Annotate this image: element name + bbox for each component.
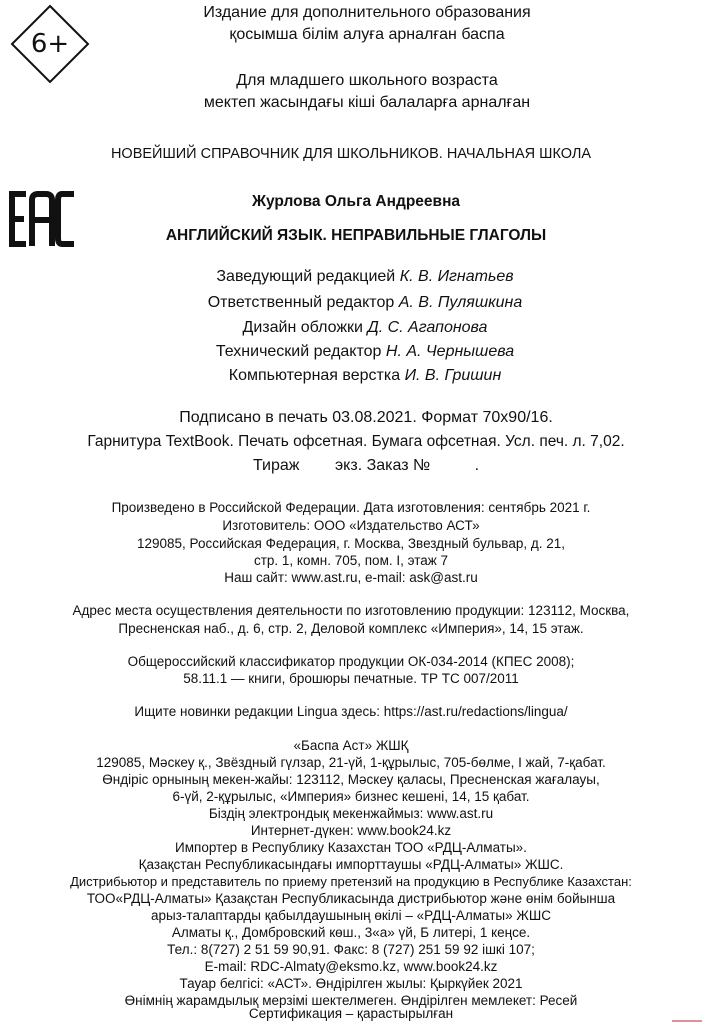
production-line: Изготовитель: ООО «Издательство АСТ» [222, 518, 480, 533]
credit-row [0, 367, 702, 385]
kazakh-line: 6-үй, 2-құрылыс, «Империя» бизнес кешені, 14, 15 қабат. [172, 789, 530, 804]
age-rating-text: 6+ [30, 29, 70, 59]
address-line: Пресненская наб., д. 6, стр. 2, Деловой комплекс «Империя», 14, 15 этаж. [118, 621, 584, 636]
production-line: стр. 1, комн. 705, пом. I, этаж 7 [253, 553, 449, 568]
series-title: НОВЕЙШИЙ СПРАВОЧНИК ДЛЯ ШКОЛЬНИКОВ. НАЧАЛЬНАЯ ШКОЛА [110, 146, 592, 162]
credit-row [0, 343, 702, 361]
intro-line-3: Для младшего школьного возраста [236, 72, 498, 89]
kazakh-line: Біздің электрондық мекенжаймыз: www.ast.ru [208, 806, 494, 821]
credit-row [0, 268, 702, 286]
credit-role: Ответственный редактор [207, 294, 395, 311]
kazakh-line: Өнімнің жарамдылық мерзімі шектелмеген. Өндірілген мемлекет: Ресей [124, 993, 578, 1008]
credit-role: Компьютерная верстка [228, 367, 401, 384]
credit-name: Д. С. Агапонова [367, 319, 488, 336]
print-info-line: Подписано в печать 03.08.2021. Формат 70x90/16. [179, 409, 553, 426]
kazakh-line: E-mail: RDC-Almaty@eksmo.kz, www.book24.kz [204, 959, 498, 974]
author-name: Журлова Ольга Андреевна [251, 193, 461, 210]
intro-line-2: қосымша білім алуға арналған баспа [229, 26, 505, 43]
kazakh-line: Тел.: 8(727) 2 51 59 90,91. Факс: 8 (727) 251 59 92 ішкі 107; [167, 942, 535, 957]
address-line: Адрес места осуществления деятельности по изготовлению продукции: 123112, Москва, [72, 603, 630, 618]
kazakh-line: Алматы қ., Домбровский көш., 3«а» үй, Б литері, 1 кеңсе. [171, 925, 531, 940]
production-line: Произведено в Российской Федерации. Дата изготовления: сентябрь 2021 г. [111, 500, 591, 515]
print-info-line: Тираж экз. Заказ № . [252, 457, 480, 474]
book-title: АНГЛИЙСКИЙ ЯЗЫК. НЕПРАВИЛЬНЫЕ ГЛАГОЛЫ [165, 227, 547, 244]
credit-name: И. В. Гришин [404, 367, 502, 384]
production-line: Наш сайт: www.ast.ru, e-mail: ask@ast.ru [224, 570, 478, 585]
kazakh-line: арыз-талаптарды қабылдаушының өкілі – «РДЦ-Алматы» ЖШС [151, 908, 551, 923]
credit-role: Дизайн обложки [242, 319, 363, 336]
credit-role: Заведующий редакцией [216, 268, 396, 285]
intro-line-1: Издание для дополнительного образования [203, 4, 531, 21]
classifier-line: 58.11.1 — книги, брошюры печатные. ТР ТС 007/2011 [183, 671, 519, 686]
credit-name: А. В. Пуляшкина [398, 294, 523, 311]
print-info-line: Гарнитура TextBook. Печать офсетная. Бумага офсетная. Усл. печ. л. 7,02. [87, 433, 625, 450]
production-line: 129085, Российская Федерация, г. Москва, Звездный бульвар, д. 21, [137, 536, 565, 551]
credit-row [0, 319, 702, 337]
kazakh-line: Интернет-дүкен: www.book24.kz [250, 823, 452, 838]
kazakh-line: Дистрибьютор и представитель по приему претензий на продукцию в Республике Казахстан: [70, 874, 632, 889]
classifier-line: Общероссийский классификатор продукции ОК-034-2014 (КПЕС 2008); [127, 654, 575, 669]
kazakh-line: 129085, Мәскеу қ., Звёздный гүлзар, 21-үй, 1-құрылыс, 705-бөлме, I жай, 7-қабат. [96, 755, 606, 770]
kazakh-line: «Баспа Аст» ЖШҚ [293, 738, 409, 753]
kazakh-line: Қазақстан Республикасындағы импорттаушы «РДЦ-Алматы» ЖШС. [138, 857, 564, 872]
credit-name: Н. А. Чернышева [385, 343, 515, 360]
kazakh-line: Өндіріс орнының мекен-жайы: 123112, Мәскеу қаласы, Пресненская жағалауы, [102, 772, 600, 787]
kazakh-line: ТОО«РДЦ-Алматы» Қазақстан Республикасында дистрибьютор және өнім бойынша [86, 891, 616, 906]
kazakh-line: Тауар белгісі: «АСТ». Өндірілген жылы: Қыркүйек 2021 [179, 976, 523, 991]
credit-role: Технический редактор [215, 343, 382, 360]
credit-name: К. В. Игнатьев [399, 268, 514, 285]
kazakh-line: Импортер в Республику Казахстан ТОО «РДЦ-Алматы». [175, 840, 527, 855]
edge-mark [672, 1020, 702, 1022]
kazakh-line: Сертификация – қарастырылған [248, 1006, 454, 1021]
credit-row [0, 294, 702, 312]
intro-line-4: мектеп жасындағы кіші балаларға арналған [203, 94, 531, 111]
lingua-link-text: Ищите новинки редакции Lingua здесь: https://ast.ru/redactions/lingua/ [134, 704, 568, 719]
